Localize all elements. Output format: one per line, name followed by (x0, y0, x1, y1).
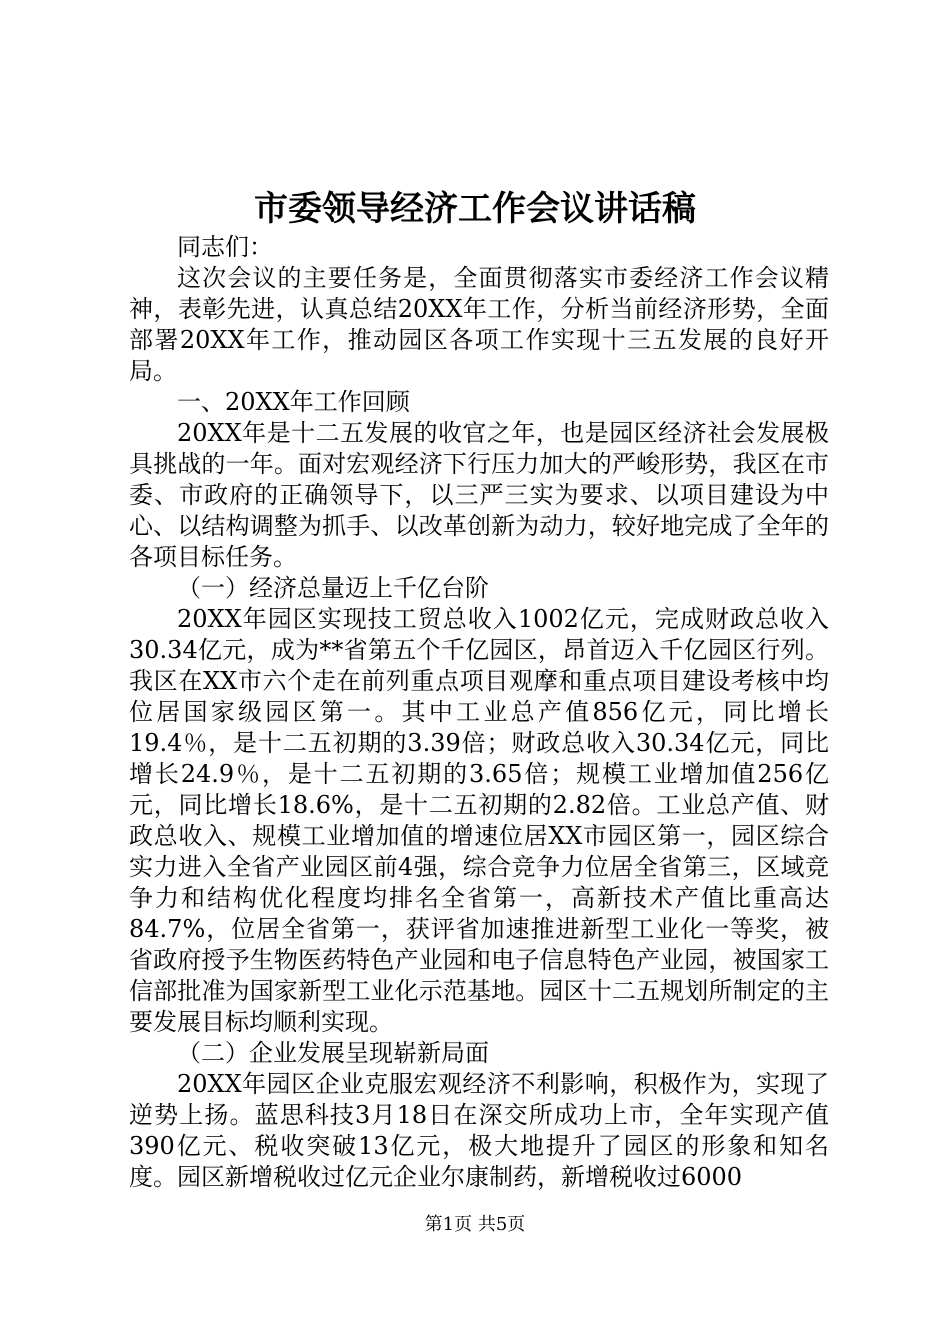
section-heading: 一、20XX年工作回顾 (177, 388, 410, 416)
subsection-heading: （二）企业发展呈现崭新局面 (177, 1039, 489, 1067)
document-title: 市委领导经济工作会议讲话稿 (254, 189, 696, 229)
salutation: 同志们： (177, 233, 273, 261)
subsection-heading: （一）经济总量迈上千亿台阶 (177, 574, 489, 602)
economy-paragraph: 20XX年园区实现技工贸总收入1002亿元，完成财政总收入30.34亿元，成为**省第五个千亿园区，昂首迈入千亿园区行列。我区在XX市六个走在前列重点项目观摩和重点项目建设考核中均位居国家级园区第一。其中工业总产值856亿元，同比增长19.4％，是十二五初期的3.39倍；财政总收入30.34亿元，同比增长24.9％，是十二五初期的3.65倍；规模工业增加值256亿元，同比增长18.6%，是十二五初期的2.82倍。工业总产值、财政总收入、规模工业增加值的增速位居XX市园区第一，园区综合实力进入全省产业园区前4强，综合竞争力位居全省第三，区域竞争力和结构优化程度均排名全省第一，高新技术产值比重高达84.7%，位居全省第一，获评省加速推进新型工业化一等奖，被省政府授予生物医药特色产业园和电子信息特色产业园，被国家工信部批准为国家新型工业化示范基地。园区十二五规划所制定的主要发展目标均顺利实现。 (129, 605, 829, 1036)
document-body (129, 232, 829, 1193)
review-paragraph: 20XX年是十二五发展的收官之年，也是园区经济社会发展极具挑战的一年。面对宏观经济下行压力加大的严峻形势，我区在市委、市政府的正确领导下，以三严三实为要求、以项目建设为中心、以结构调整为抓手、以改革创新为动力，较好地完成了全年的各项目标任务。 (129, 419, 829, 571)
intro-paragraph: 这次会议的主要任务是，全面贯彻落实市委经济工作会议精神，表彰先进，认真总结20XX年工作，分析当前经济形势，全面部署20XX年工作，推动园区各项工作实现十三五发展的良好开局。 (129, 264, 829, 385)
enterprise-paragraph: 20XX年园区企业克服宏观经济不利影响，积极作为，实现了逆势上扬。蓝思科技3月18日在深交所成功上市，全年实现产值390亿元、税收突破13亿元，极大地提升了园区的形象和知名度。园区新增税收过亿元企业尔康制药，新增税收过6000 (129, 1070, 829, 1191)
page-footer: 第1页 共5页 (424, 1214, 526, 1235)
